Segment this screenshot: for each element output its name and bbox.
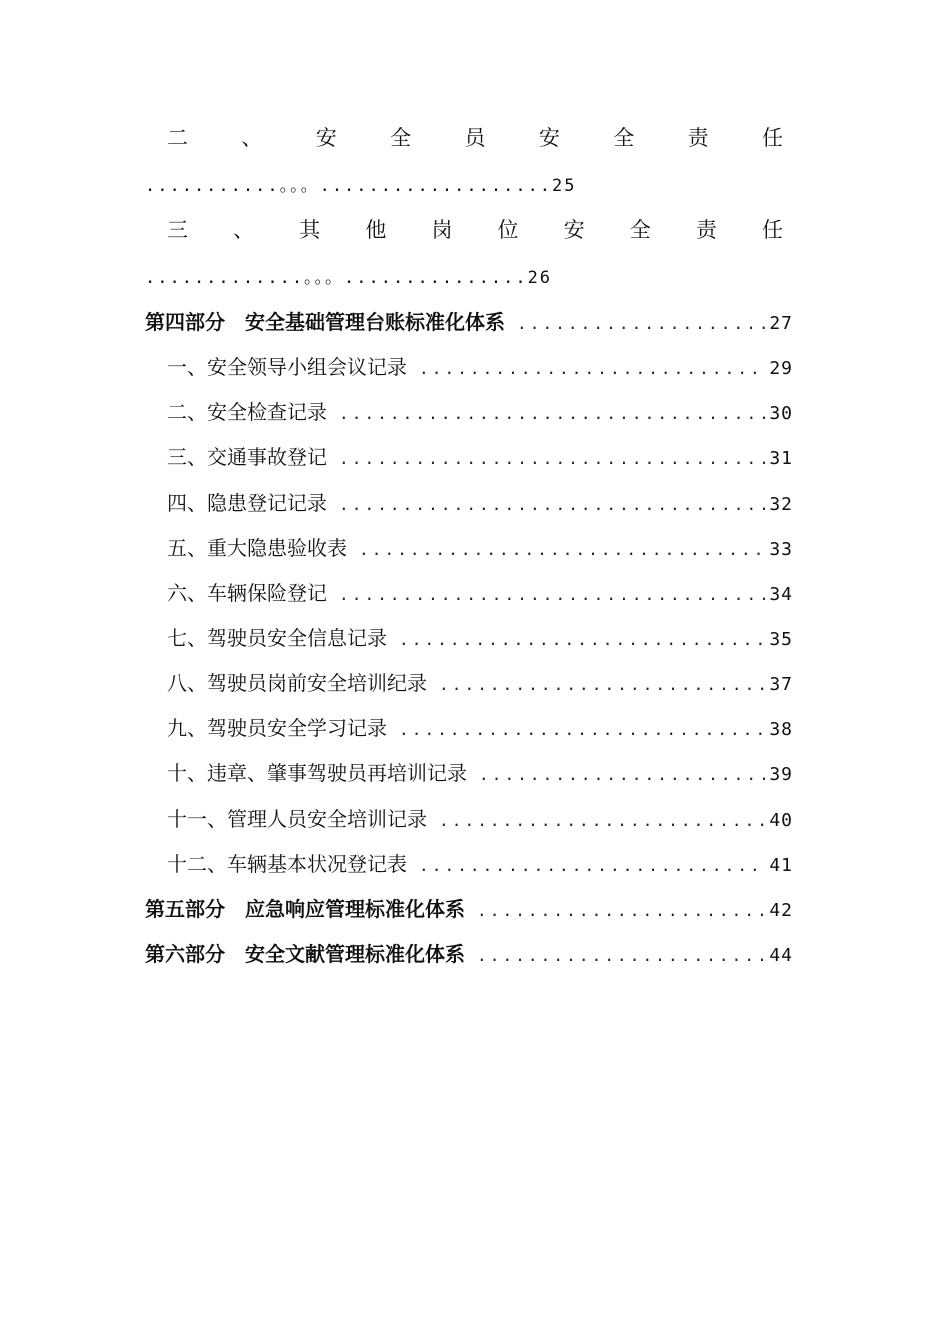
toc-entry[interactable] <box>167 805 793 835</box>
toc-leader-dots <box>399 626 765 654</box>
toc-entry-part4[interactable] <box>145 308 793 338</box>
toc-entry[interactable] <box>167 669 793 699</box>
toc-entry-title: 第五部分 应急响应管理标准化体系 <box>145 897 465 921</box>
toc-entry-title: 一、安全领导小组会议记录 <box>167 355 407 379</box>
spread-char: 员 <box>464 126 486 150</box>
toc-page-number: 42 <box>769 900 793 921</box>
toc-entry[interactable] <box>167 489 793 519</box>
toc-entry-title: 十、违章、肇事驾驶员再培训记录 <box>167 761 467 785</box>
toc-entry-title: 六、车辆保险登记 <box>167 581 327 605</box>
toc-entry-title: 十一、管理人员安全培训记录 <box>167 807 427 831</box>
spread-char: 岗 <box>431 218 453 242</box>
toc-leader-dots <box>477 942 765 970</box>
toc-entry[interactable] <box>167 353 793 383</box>
toc-leader-dots <box>479 761 765 789</box>
toc-page-number: 29 <box>769 358 793 379</box>
spread-char: 责 <box>695 218 717 242</box>
toc-entry-title: 第六部分 安全文献管理标准化体系 <box>145 942 465 966</box>
toc-page-number: 39 <box>769 764 793 785</box>
toc-page-number: 34 <box>769 584 793 605</box>
spread-char: 安 <box>538 126 560 150</box>
toc-page-number: 33 <box>769 539 793 560</box>
toc-entry[interactable] <box>167 443 793 473</box>
spread-char: 全 <box>390 126 412 150</box>
toc-page-number: 31 <box>769 448 793 469</box>
toc-entry[interactable] <box>167 624 793 654</box>
toc-page-number: 32 <box>769 494 793 515</box>
toc-entry-title: 七、驾驶员安全信息记录 <box>167 626 387 650</box>
toc-entry-title: 五、重大隐患验收表 <box>167 536 347 560</box>
toc-page-number: 37 <box>769 674 793 695</box>
toc-leader-dots <box>419 355 765 383</box>
toc-entry[interactable] <box>167 714 793 744</box>
spread-char: 责 <box>687 126 709 150</box>
toc-entry-title: 二、安全检查记录 <box>167 400 327 424</box>
toc-entry-title: 八、驾驶员岗前安全培训纪录 <box>167 671 427 695</box>
spread-char: 安 <box>563 218 585 242</box>
toc-entry-title: 四、隐患登记记录 <box>167 491 327 515</box>
spread-char: 安 <box>315 126 337 150</box>
toc-leader-dots <box>439 671 765 699</box>
toc-page-number: 27 <box>769 313 793 334</box>
spread-char: 其 <box>299 218 321 242</box>
toc-leader-dots <box>477 897 765 925</box>
toc-leader-dots <box>339 491 765 519</box>
spread-char: 位 <box>497 218 519 242</box>
toc-spread-title-2 <box>145 217 805 243</box>
toc-entry-title: 第四部分 安全基础管理台账标准化体系 <box>145 310 505 334</box>
toc-leader-dots <box>439 807 765 835</box>
toc-page-number: 41 <box>769 855 793 876</box>
toc-leader-dots <box>419 852 765 880</box>
toc-leader-dots <box>339 581 765 609</box>
toc-page-number: 44 <box>769 945 793 966</box>
toc-entry-title: 三、交通事故登记 <box>167 445 327 469</box>
spread-char: 三 <box>167 218 188 242</box>
spread-char: 他 <box>365 218 387 242</box>
spread-char: 全 <box>629 218 651 242</box>
spread-char: 、 <box>233 218 255 242</box>
spread-char: 二 <box>167 126 188 150</box>
toc-entry[interactable] <box>167 850 793 880</box>
toc-page-number: 40 <box>769 810 793 831</box>
toc-entry-part5[interactable] <box>145 895 793 925</box>
toc-spread-leader-1: ...........。。。...................25 <box>145 176 577 196</box>
spread-char: 任 <box>762 126 783 150</box>
toc-spread-title-1 <box>145 125 805 151</box>
toc-page-number: 38 <box>769 719 793 740</box>
toc-spread-leader-2: .............。。。...............26 <box>145 268 553 288</box>
toc-page-number: 30 <box>769 403 793 424</box>
toc-entry[interactable] <box>167 398 793 428</box>
toc-leader-dots <box>339 400 765 428</box>
toc-leader-dots <box>517 310 765 338</box>
toc-entry-title: 九、驾驶员安全学习记录 <box>167 716 387 740</box>
toc-leader-dots <box>339 445 765 473</box>
toc-entry[interactable] <box>167 579 793 609</box>
toc-entry-title: 十二、车辆基本状况登记表 <box>167 852 407 876</box>
toc-leader-dots <box>359 536 765 564</box>
spread-char: 、 <box>241 126 263 150</box>
toc-entry[interactable] <box>167 759 793 789</box>
toc-page-number: 35 <box>769 629 793 650</box>
toc-entry-part6[interactable] <box>145 940 793 970</box>
toc-leader-dots <box>399 716 765 744</box>
spread-char: 全 <box>613 126 635 150</box>
spread-char: 任 <box>761 218 783 242</box>
toc-entry[interactable] <box>167 534 793 564</box>
